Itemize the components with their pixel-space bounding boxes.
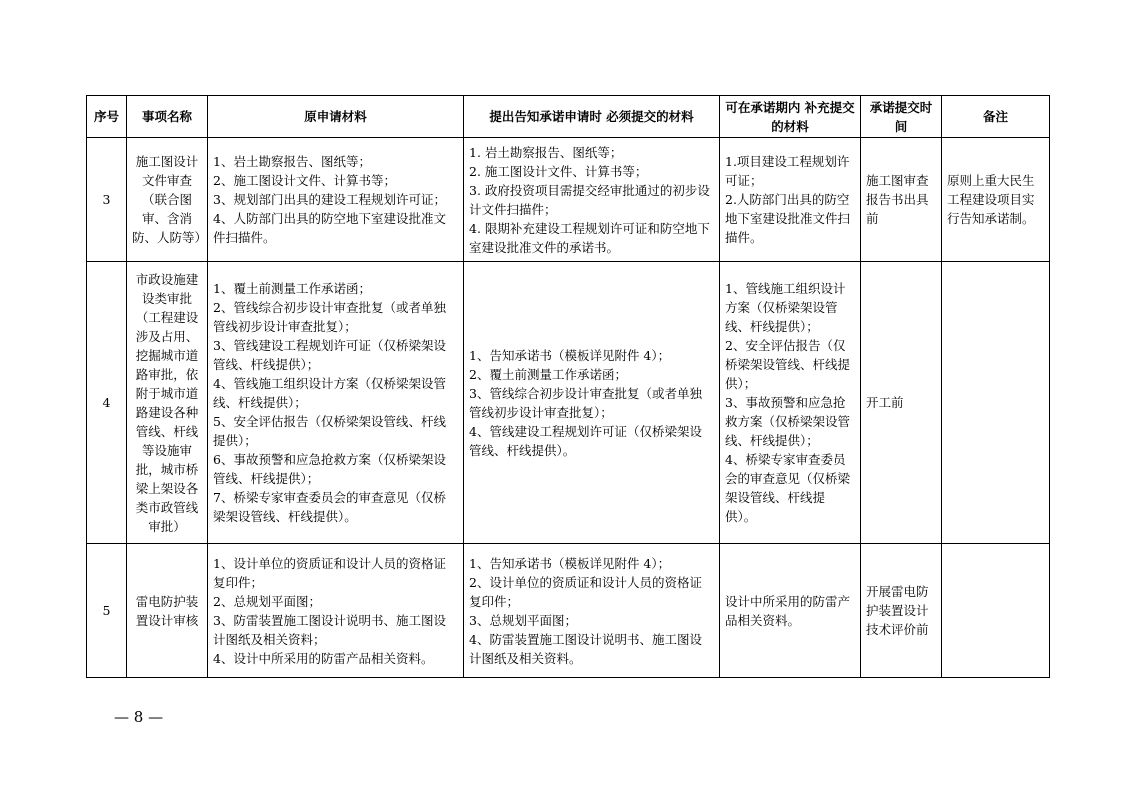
row-time: 开展雷电防护装置设计技术评价前 <box>861 544 942 678</box>
list-item: 4、管线施工组织设计方案（仅桥梁架设管线、杆线提供）； <box>213 376 446 410</box>
list-item: 2、设计单位的资质证和设计人员的资格证复印件； <box>469 574 702 609</box>
list-item: 1.项目建设工程规划许可证； <box>725 154 850 188</box>
row-seq: 4 <box>87 262 127 544</box>
header-seq: 序号 <box>87 96 127 138</box>
list-item: 2、安全评估报告（仅桥梁架设管线、杆线提供）； <box>725 338 851 391</box>
row-name: 市政设施建设类审批（工程建设涉及占用、挖掘城市道路审批，依附于城市道路建设各种管线、杆线等设施审批，城市桥梁上架设各类市政管线审批） <box>127 262 208 544</box>
list-item: 3、管线综合初步设计审查批复（或者单独管线初步设计审查批复）； <box>469 385 702 420</box>
row-supplement <box>720 544 861 678</box>
row-notes <box>942 262 1050 544</box>
list-item: 3、事故预警和应急抢救方案（仅桥梁架设管线、杆线提供）； <box>725 395 851 448</box>
list-item: 2、施工图设计文件、计算书等； <box>213 173 396 188</box>
list-item: 2、总规划平面图； <box>213 593 321 609</box>
list-item: 4、防雷装置施工图设计说明书、施工图设计图纸及相关资料。 <box>469 631 702 666</box>
header-original: 原申请材料 <box>208 96 464 138</box>
list-item: 4、桥梁专家审查委员会的审查意见（仅桥梁架设管线、杆线提供）。 <box>725 452 851 524</box>
row-required <box>464 544 720 678</box>
list-item: 4、管线建设工程规划许可证（仅桥梁架设管线、杆线提供）。 <box>469 423 702 458</box>
list-item: 7、桥梁专家审查委员会的审查意见（仅桥梁架设管线、杆线提供）。 <box>213 490 446 524</box>
row-supplement <box>720 138 861 262</box>
list-item: 3、防雷装置施工图设计说明书、施工图设计图纸及相关资料； <box>213 612 446 647</box>
list-item: 2. 施工图设计文件、计算书等； <box>469 163 648 179</box>
list-item: 1、告知承诺书（模板详见附件 4）； <box>469 555 671 571</box>
row-seq: 5 <box>87 544 127 678</box>
list-item: 1、岩土勘察报告、图纸等； <box>213 154 371 169</box>
list-item: 4、人防部门出具的防空地下室建设批准文件扫描件。 <box>213 211 446 245</box>
page-number: — 8 — <box>114 708 164 726</box>
list-item: 2、管线综合初步设计审查批复（或者单独管线初步设计审查批复）； <box>213 300 446 334</box>
list-item: 1. 岩土勘察报告、图纸等； <box>469 144 623 160</box>
header-supplement: 可在承诺期内 补充提交的材料 <box>720 96 861 138</box>
row-notes <box>942 544 1050 678</box>
list-item: 3、总规划平面图； <box>469 612 577 628</box>
materials-table <box>86 95 1050 678</box>
row-required <box>464 138 720 262</box>
list-item: 1、管线施工组织设计方案（仅桥梁架设管线、杆线提供）； <box>725 281 846 334</box>
list-item: 3. 政府投资项目需提交经审批通过的初步设计文件扫描件； <box>469 182 710 217</box>
row-name: 雷电防护装置设计审核 <box>127 544 208 678</box>
header-row <box>87 96 1050 138</box>
table-row <box>87 544 1050 678</box>
list-item: 4. 限期补充建设工程规划许可证和防空地下室建设批准文件的承诺书。 <box>469 220 710 255</box>
list-item: 5、安全评估报告（仅桥梁架设管线、杆线提供）； <box>213 414 446 448</box>
row-notes: 原则上重大民生工程建设项目实行告知承诺制。 <box>942 138 1050 262</box>
row-original <box>208 138 464 262</box>
list-item: 1、覆土前测量工作承诺函； <box>213 281 371 296</box>
list-item: 2.人防部门出具的防空地下室建设批准文件扫描件。 <box>725 192 851 245</box>
list-item: 设计中所采用的防雷产品相关资料。 <box>725 593 851 628</box>
header-notes: 备注 <box>942 96 1050 138</box>
list-item: 4、设计中所采用的防雷产品相关资料。 <box>213 650 434 666</box>
row-time: 施工图审查报告书出具前 <box>861 138 942 262</box>
header-name: 事项名称 <box>127 96 208 138</box>
list-item: 3、管线建设工程规划许可证（仅桥梁架设管线、杆线提供）； <box>213 338 446 372</box>
list-item: 6、事故预警和应急抢救方案（仅桥梁架设管线、杆线提供）； <box>213 452 446 486</box>
row-required <box>464 262 720 544</box>
list-item: 1、告知承诺书（模板详见附件 4）； <box>469 347 671 363</box>
list-item: 1、设计单位的资质证和设计人员的资格证复印件； <box>213 555 446 590</box>
row-seq: 3 <box>87 138 127 262</box>
header-required: 提出告知承诺申请时 必须提交的材料 <box>464 96 720 138</box>
row-time: 开工前 <box>861 262 942 544</box>
row-name: 施工图设计文件审查（联合图审、含消防、人防等） <box>127 138 208 262</box>
header-time: 承诺提交时间 <box>861 96 942 138</box>
list-item: 3、规划部门出具的建设工程规划许可证； <box>213 192 446 207</box>
row-original <box>208 544 464 678</box>
table-row <box>87 262 1050 544</box>
list-item: 2、覆土前测量工作承诺函； <box>469 366 627 382</box>
table-row <box>87 138 1050 262</box>
row-supplement <box>720 262 861 544</box>
row-original <box>208 262 464 544</box>
